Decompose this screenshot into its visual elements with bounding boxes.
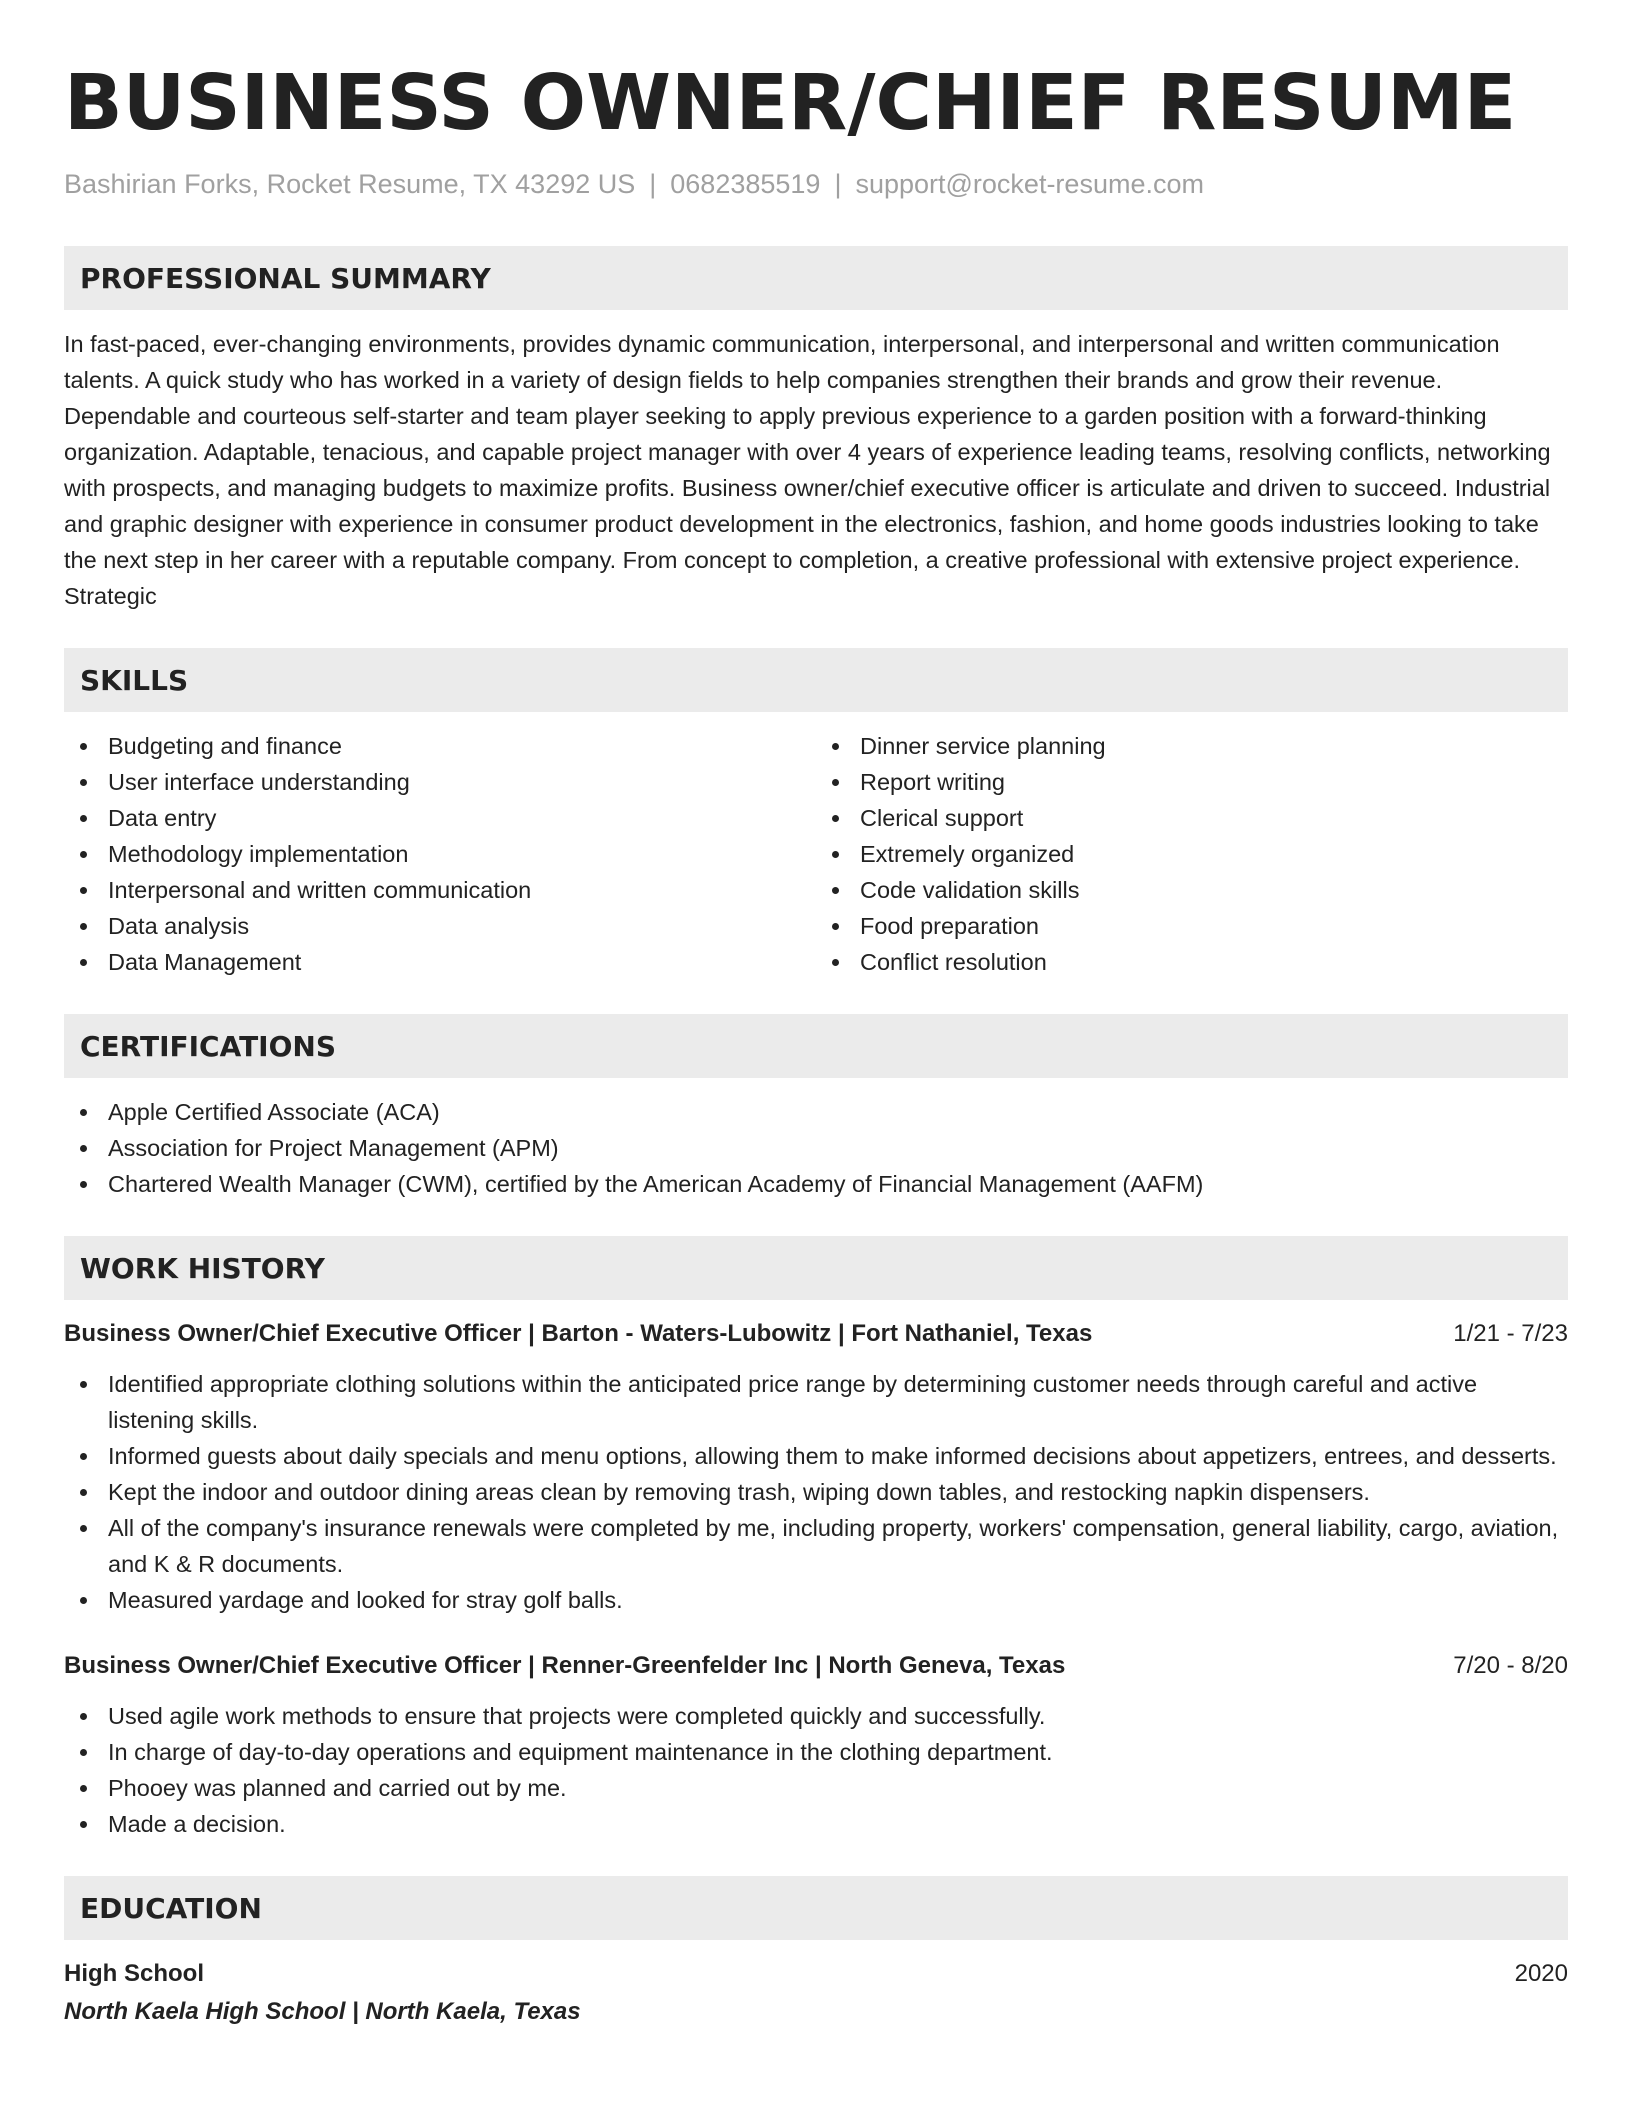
job-bullet: Measured yardage and looked for stray golf balls. (64, 1582, 1568, 1618)
skill-item: Clerical support (816, 800, 1568, 836)
contact-email[interactable]: support@rocket-resume.com (855, 169, 1204, 199)
skill-item: Data entry (64, 800, 816, 836)
job-dates: 7/20 - 8/20 (1453, 1652, 1568, 1679)
contact-separator: | (649, 169, 657, 199)
certification-item: Apple Certified Associate (ACA) (64, 1094, 1568, 1130)
skills-list-right (816, 728, 1568, 980)
certifications-list (64, 1094, 1568, 1202)
job-bullet: Identified appropriate clothing solutions within the anticipated price range by determining customer needs through careful and active listening skills. (64, 1366, 1568, 1438)
job-bullet: Informed guests about daily specials and menu options, allowing them to make informed decisions about appetizers, entrees, and desserts. (64, 1438, 1568, 1474)
job-bullet: Kept the indoor and outdoor dining areas clean by removing trash, wiping down tables, and restocking napkin dispensers. (64, 1474, 1568, 1510)
job-dates: 1/21 - 7/23 (1453, 1320, 1568, 1347)
skill-item: Data Management (64, 944, 816, 980)
job-heading: Business Owner/Chief Executive Officer | Renner-Greenfelder Inc | North Geneva, Texas (64, 1652, 1066, 1679)
education-degree: High School (64, 1960, 204, 1987)
resume-title: BUSINESS OWNER/CHIEF RESUME (64, 59, 1517, 148)
job-bullet: Phooey was planned and carried out by me. (64, 1770, 1568, 1806)
certification-item: Chartered Wealth Manager (CWM), certified by the American Academy of Financial Management (AAFM) (64, 1166, 1568, 1202)
summary-text: In fast-paced, ever-changing environments, provides dynamic communication, interpersonal, and interpersonal and written communication talents. A quick study who has worked in a variety of design fields to help companies strengthen their brands and grow their revenue. Dependable and courteous self-starter and team player seeking to apply previous experience to a garden position with a forward-thinking organization. Adaptable, tenacious, and capable project manager with over 4 years of experience leading teams, resolving conflicts, networking with prospects, and managing budgets to maximize profits. Business owner/chief executive officer is articulate and driven to succeed. Industrial and graphic designer with experience in consumer product development in the electronics, fashion, and home goods industries looking to take the next step in her career with a reputable company. From concept to completion, a creative professional with extensive project experience. Strategic (64, 331, 1551, 609)
skills-columns (64, 728, 1568, 980)
section-header-certifications: CERTIFICATIONS (64, 1014, 1568, 1078)
skill-item: Budgeting and finance (64, 728, 816, 764)
job-entry (64, 1648, 1568, 1842)
skill-item: Food preparation (816, 908, 1568, 944)
skill-item: Code validation skills (816, 872, 1568, 908)
job-bullet-list (64, 1698, 1568, 1842)
section-header-summary: PROFESSIONAL SUMMARY (64, 246, 1568, 310)
education-entry (64, 1956, 1568, 2032)
section-header-education: EDUCATION (64, 1876, 1568, 1940)
job-bullet: Used agile work methods to ensure that projects were completed quickly and successfully. (64, 1698, 1568, 1734)
job-bullet: Made a decision. (64, 1806, 1568, 1842)
section-header-work-history: WORK HISTORY (64, 1236, 1568, 1300)
contact-address: Bashirian Forks, Rocket Resume, TX 43292 US (64, 169, 636, 199)
skills-list-left (64, 728, 816, 980)
job-bullet: All of the company's insurance renewals were completed by me, including property, workers' compensation, general liability, cargo, aviation, and K & R documents. (64, 1510, 1568, 1582)
contact-line (64, 166, 1568, 202)
job-bullet-list (64, 1366, 1568, 1618)
job-heading-row (64, 1648, 1568, 1684)
skill-item: Methodology implementation (64, 836, 816, 872)
section-header-skills: SKILLS (64, 648, 1568, 712)
certification-item: Association for Project Management (APM) (64, 1130, 1568, 1166)
skill-item: Interpersonal and written communication (64, 872, 816, 908)
skill-item: Data analysis (64, 908, 816, 944)
education-year: 2020 (1514, 1960, 1568, 1987)
job-entry (64, 1316, 1568, 1618)
skill-item: Dinner service planning (816, 728, 1568, 764)
skill-item: Conflict resolution (816, 944, 1568, 980)
skill-item: Report writing (816, 764, 1568, 800)
contact-phone: 0682385519 (670, 169, 821, 199)
job-heading: Business Owner/Chief Executive Officer | Barton - Waters-Lubowitz | Fort Nathaniel, Texas (64, 1320, 1093, 1347)
education-school: North Kaela High School | North Kaela, Texas (64, 1998, 581, 2025)
job-bullet: In charge of day-to-day operations and equipment maintenance in the clothing department. (64, 1734, 1568, 1770)
education-heading-row (64, 1956, 1568, 1992)
skill-item: User interface understanding (64, 764, 816, 800)
contact-separator: | (834, 169, 842, 199)
job-heading-row (64, 1316, 1568, 1352)
skill-item: Extremely organized (816, 836, 1568, 872)
